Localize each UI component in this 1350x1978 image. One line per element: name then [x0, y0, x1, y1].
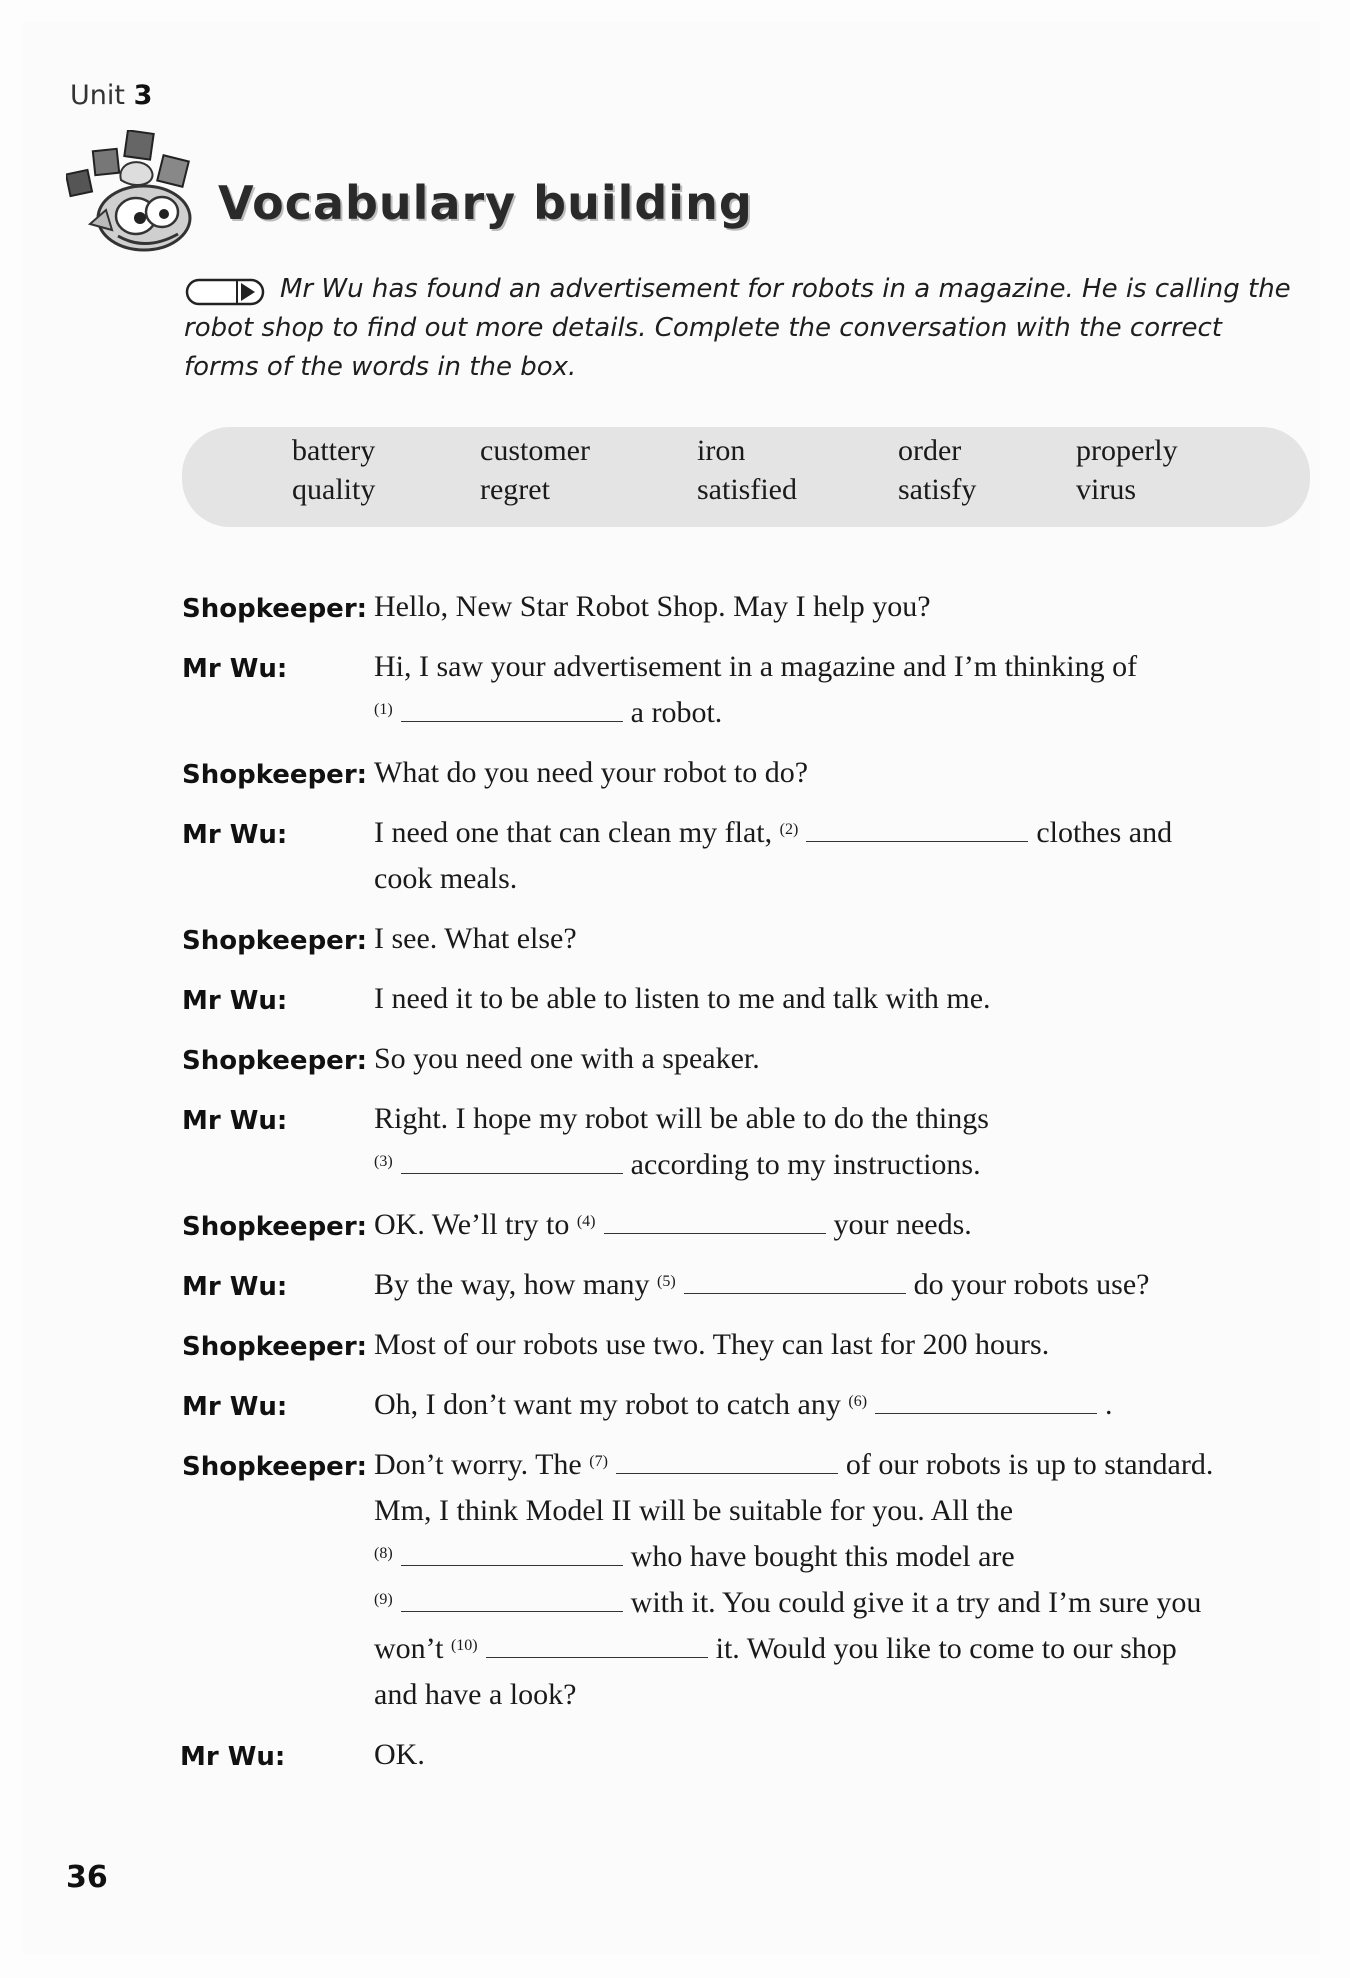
dialogue-line: What do you need your robot to do? — [374, 756, 809, 789]
speaker-label: Mr Wu: — [182, 654, 288, 684]
speaker-label: Shopkeeper: — [182, 594, 368, 624]
word-box-item: order — [898, 434, 962, 467]
section-title: Vocabulary building — [218, 176, 753, 230]
dialogue-line: $^{(1)}$ a robot. — [374, 696, 723, 729]
blank-number: (2) — [779, 821, 799, 838]
blank-number: (8) — [374, 1545, 393, 1562]
answer-blank[interactable] — [875, 1391, 1097, 1414]
dialogue-line: OK. We’ll try to $^{(4)}$ your needs. — [374, 1208, 972, 1241]
word-box-item: satisfied — [697, 473, 797, 506]
blank-number: (10) — [450, 1637, 478, 1654]
blank-number: (1) — [374, 701, 393, 718]
answer-blank[interactable] — [684, 1271, 906, 1294]
dialogue-line: and have a look? — [374, 1678, 577, 1711]
dialogue-line: By the way, how many $^{(5)}$ do your robots use? — [374, 1268, 1150, 1301]
word-box-item: satisfy — [898, 473, 977, 506]
answer-blank[interactable] — [616, 1451, 838, 1474]
answer-blank[interactable] — [401, 699, 623, 722]
blank-number: (3) — [374, 1153, 393, 1170]
dialogue-line: OK. — [374, 1738, 425, 1771]
blank-number: (9) — [374, 1591, 393, 1608]
word-box-item: battery — [292, 434, 376, 467]
word-box-item: iron — [697, 434, 746, 467]
dialogue-line: Hello, New Star Robot Shop. May I help you? — [374, 590, 931, 623]
word-box-item: properly — [1076, 434, 1178, 467]
word-box-item: customer — [480, 434, 590, 467]
dialogue-line: I see. What else? — [374, 922, 577, 955]
speaker-label: Shopkeeper: — [182, 1212, 368, 1242]
speaker-label: Shopkeeper: — [182, 1452, 368, 1482]
blank-number: (5) — [657, 1273, 676, 1290]
word-mascot-logo — [66, 130, 216, 255]
page-number: 36 — [66, 1860, 108, 1895]
instructions: Mr Wu has found an advertisement for robots in a magazine. He is calling the robot shop to find out more details. Complete the conversation with the correct forms of the words in the box. — [184, 274, 1291, 382]
blank-number: (6) — [848, 1393, 868, 1410]
answer-blank[interactable] — [401, 1151, 623, 1174]
dialogue-line: Most of our robots use two. They can last for 200 hours. — [374, 1328, 1050, 1361]
dialogue-line: Oh, I don’t want my robot to catch any $^{(6)}$ . — [374, 1388, 1113, 1421]
dialogue-line: Right. I hope my robot will be able to do the things — [374, 1102, 989, 1135]
answer-blank[interactable] — [401, 1543, 623, 1566]
dialogue-line: I need one that can clean my flat, $^{(2)}$ clothes and — [374, 816, 1173, 849]
speaker-label: Shopkeeper: — [182, 926, 368, 956]
word-box-item: regret — [480, 473, 550, 506]
speaker-label: Mr Wu: — [182, 986, 288, 1016]
dialogue-line: Mm, I think Model II will be suitable for you. All the — [374, 1494, 1014, 1527]
speaker-label: Shopkeeper: — [182, 1332, 368, 1362]
answer-blank[interactable] — [486, 1635, 708, 1658]
dialogue-line: won’t $^{(10)}$ it. Would you like to come to our shop — [374, 1632, 1177, 1665]
dialogue-line: I need it to be able to listen to me and talk with me. — [374, 982, 991, 1015]
dialogue-line: $^{(8)}$ who have bought this model are — [374, 1540, 1015, 1573]
answer-blank[interactable] — [604, 1211, 826, 1234]
speaker-label: Shopkeeper: — [182, 1046, 368, 1076]
dialogue-line: So you need one with a speaker. — [374, 1042, 760, 1075]
dialogue-line: Hi, I saw your advertisement in a magazine and I’m thinking of — [374, 650, 1138, 683]
word-box-item: virus — [1076, 473, 1136, 506]
dialogue-line: Don’t worry. The $^{(7)}$ of our robots is up to standard. — [374, 1448, 1214, 1481]
unit-label: Unit 3 — [70, 80, 153, 111]
speaker-label: Mr Wu: — [180, 1742, 286, 1772]
speaker-label: Mr Wu: — [182, 1392, 288, 1422]
answer-blank[interactable] — [806, 819, 1028, 842]
dialogue-line: cook meals. — [374, 862, 518, 895]
blank-number: (4) — [576, 1213, 596, 1230]
dialogue-line: $^{(3)}$ according to my instructions. — [374, 1148, 981, 1181]
blank-number: (7) — [589, 1453, 608, 1470]
speaker-label: Mr Wu: — [182, 1106, 288, 1136]
answer-blank[interactable] — [401, 1589, 623, 1612]
word-box-item: quality — [292, 473, 376, 506]
speaker-label: Shopkeeper: — [182, 760, 368, 790]
dialogue-line: $^{(9)}$ with it. You could give it a try and I’m sure you — [374, 1586, 1202, 1619]
speaker-label: Mr Wu: — [182, 1272, 288, 1302]
speaker-label: Mr Wu: — [182, 820, 288, 850]
